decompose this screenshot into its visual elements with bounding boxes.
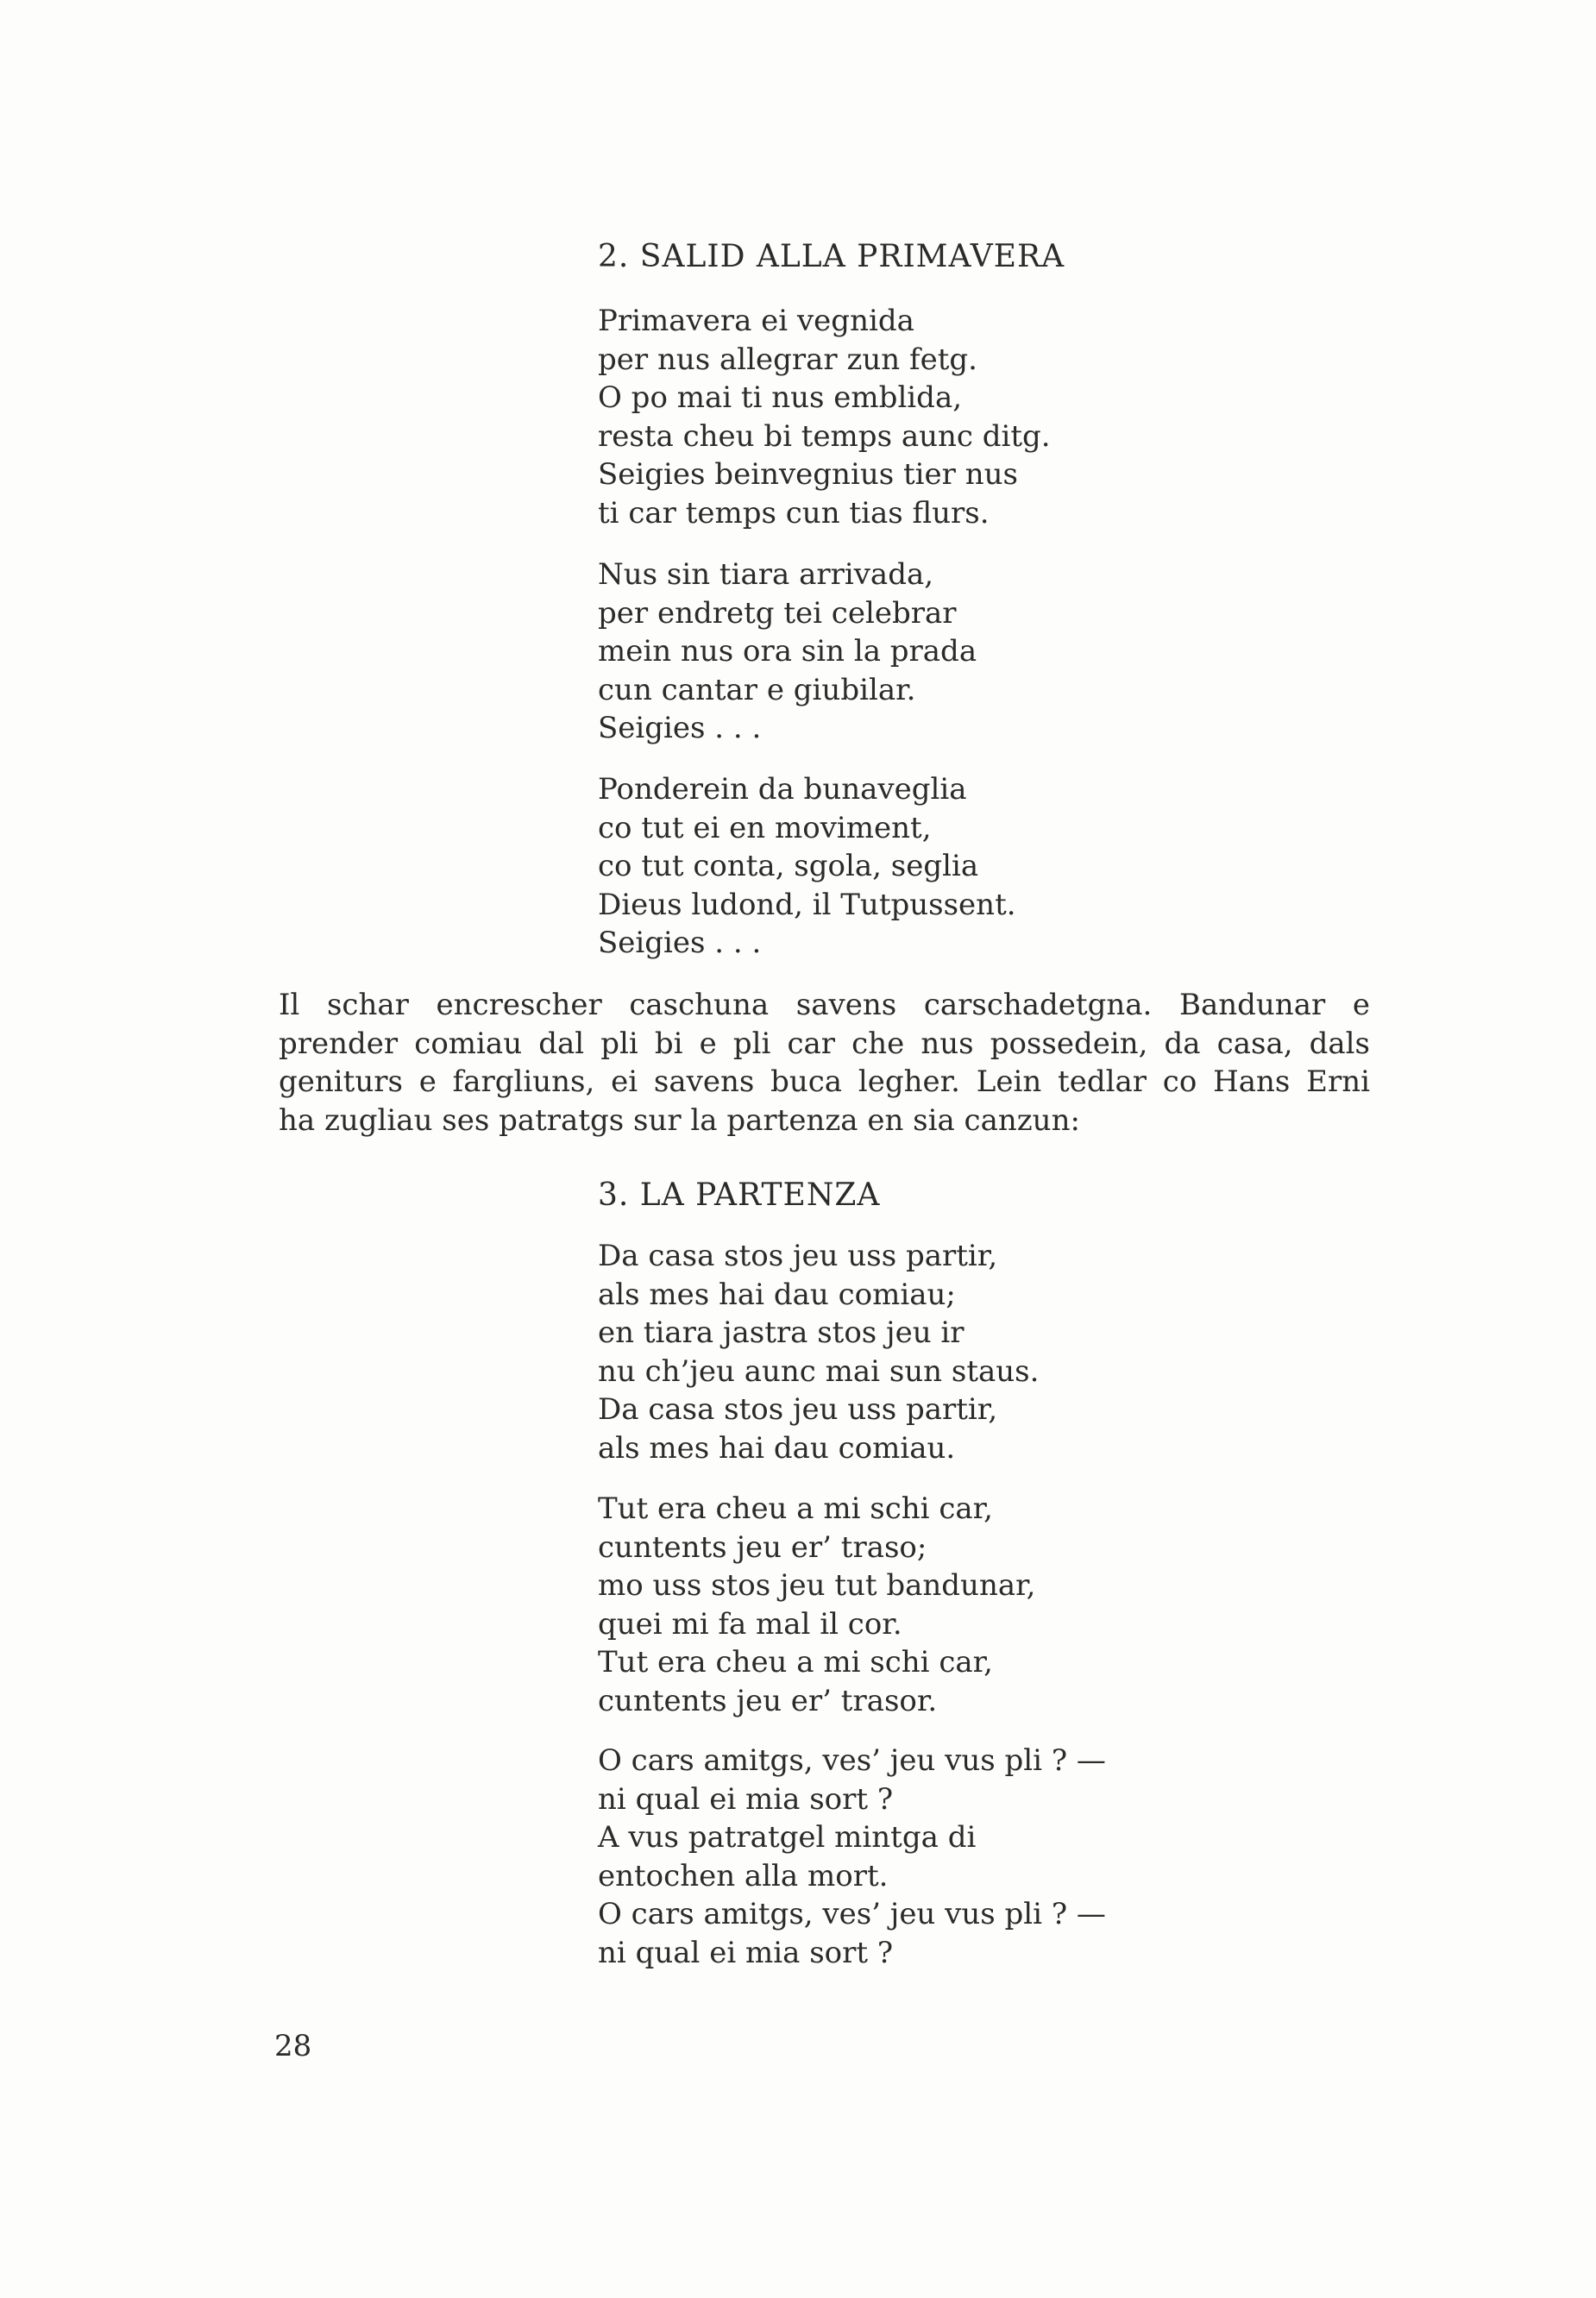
verse-line: cuntents jeu er’ trasor. (598, 1683, 938, 1718)
verse-line: per nus allegrar zun fetg. (598, 342, 977, 377)
stanza-2-2 (598, 1490, 1035, 1720)
verse-line: co tut ei en moviment, (598, 810, 932, 845)
verse-line: entochen alla mort. (598, 1858, 889, 1893)
verse-line: mein nus ora sin la prada (598, 634, 977, 669)
verse-line: quei mi fa mal il cor. (598, 1606, 902, 1642)
verse-line: ni qual ei mia sort ? (598, 1781, 894, 1817)
verse-line: mo uss stos jeu tut bandunar, (598, 1568, 1036, 1603)
stanza-1-1 (598, 302, 1051, 532)
prose-line: geniturs e fargliuns, ei savens buca legher. Lein tedlar co Hans Erni (279, 1064, 1370, 1099)
verse-line: als mes hai dau comiau. (598, 1430, 956, 1466)
stanza-2-3 (598, 1742, 1106, 1972)
verse-line: O cars amitgs, ves’ jeu vus pli ? — (598, 1897, 1106, 1931)
section-heading-salid-alla-primavera: 2. SALID ALLA PRIMAVERA (598, 239, 1065, 274)
verse-line: als mes hai dau comiau; (598, 1277, 956, 1312)
verse-line: nu ch’jeu aunc mai sun staus. (598, 1353, 1040, 1389)
verse-line: Tut era cheu a mi schi car, (598, 1645, 993, 1680)
verse-line: ni qual ei mia sort ? (598, 1935, 894, 1970)
verse-line: Seigies . . . (598, 711, 762, 745)
verse-line: Seigies beinvegnius tier nus (598, 457, 1018, 492)
verse-line: cuntents jeu er’ traso; (598, 1529, 927, 1565)
stanza-1-2 (598, 556, 977, 748)
prose-line: ha zugliau ses patratgs sur la partenza en sia canzun: (279, 1102, 1080, 1138)
verse-line: Tut era cheu a mi schi car, (598, 1491, 993, 1526)
verse-line: A vus patratgel mintga di (598, 1820, 977, 1855)
verse-line: Primavera ei vegnida (598, 304, 914, 338)
verse-line: co tut conta, sgola, seglia (598, 849, 979, 883)
verse-line: Da casa stos jeu uss partir, (598, 1392, 998, 1427)
section-heading-la-partenza: 3. LA PARTENZA (598, 1177, 881, 1213)
verse-line: Nus sin tiara arrivada, (598, 557, 934, 592)
prose-paragraph (279, 986, 1370, 1140)
verse-line: O cars amitgs, ves’ jeu vus pli ? — (598, 1743, 1106, 1778)
prose-line: Il schar encrescher caschuna savens carschadetgna. Bandunar e (279, 988, 1370, 1022)
verse-line: en tiara jastra stos jeu ir (598, 1315, 965, 1350)
stanza-1-3 (598, 770, 1016, 963)
verse-line: Da casa stos jeu uss partir, (598, 1239, 998, 1273)
stanza-2-1 (598, 1237, 1039, 1467)
page-number: 28 (274, 2029, 312, 2063)
verse-line: resta cheu bi temps aunc ditg. (598, 418, 1051, 454)
verse-line: per endretg tei celebrar (598, 595, 957, 631)
verse-line: cun cantar e giubilar. (598, 672, 916, 707)
verse-line: ti car temps cun tias flurs. (598, 495, 990, 531)
verse-line: Seigies . . . (598, 926, 762, 960)
verse-line: Ponderein da bunaveglia (598, 772, 967, 807)
prose-line: prender comiau dal pli bi e pli car che nus possedein, da casa, dals (279, 1026, 1370, 1061)
verse-line: O po mai ti nus emblida, (598, 380, 963, 415)
verse-line: Dieus ludond, il Tutpussent. (598, 887, 1016, 922)
